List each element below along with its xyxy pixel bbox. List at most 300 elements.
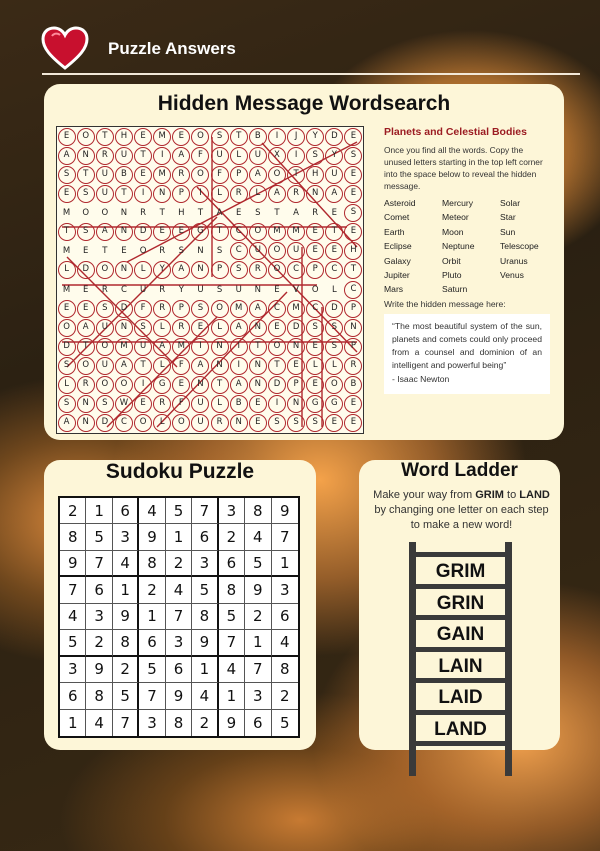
sudoku-cell: 8 — [86, 683, 112, 709]
sudoku-cell: 8 — [60, 524, 86, 550]
sudoku-cell: 2 — [166, 551, 192, 577]
grid-letter: M — [153, 128, 171, 146]
sudoku-cell: 4 — [60, 604, 86, 630]
grid-letter: L — [306, 357, 324, 375]
grid-letter: T — [77, 166, 95, 184]
grid-letter: D — [134, 223, 152, 241]
word-list-item: Earth — [384, 226, 405, 237]
grid-letter: E — [331, 208, 338, 219]
sudoku-cell: 9 — [192, 630, 218, 656]
grid-letter: E — [153, 223, 171, 241]
grid-letter: C — [230, 242, 248, 260]
grid-letter: T — [344, 261, 362, 279]
grid-letter: P — [172, 185, 190, 203]
grid-letter: T — [211, 376, 229, 394]
ladder-rung — [416, 552, 505, 557]
grid-letter: E — [325, 242, 343, 260]
grid-letter: U — [96, 185, 114, 203]
grid-letter: G — [191, 223, 209, 241]
grid-letter: C — [230, 223, 248, 241]
sudoku-cell: 5 — [219, 604, 245, 630]
grid-letter: E — [249, 414, 267, 432]
grid-letter: N — [197, 246, 204, 257]
ladder-word: GAIN — [436, 624, 485, 645]
grid-letter: R — [77, 376, 95, 394]
grid-letter: E — [134, 395, 152, 413]
sudoku-cell: 1 — [86, 498, 112, 524]
grid-letter: U — [134, 338, 152, 356]
grid-letter: U — [197, 284, 204, 295]
grid-letter: B — [249, 128, 267, 146]
grid-letter: F — [191, 147, 209, 165]
grid-letter: T — [159, 208, 165, 219]
grid-letter: C — [287, 261, 305, 279]
end-word: LAND — [519, 489, 550, 501]
word-list-item: Uranus — [500, 255, 528, 266]
sudoku-cell: 9 — [245, 577, 271, 603]
sudoku-cell: 5 — [113, 683, 139, 709]
grid-letter: U — [115, 147, 133, 165]
grid-letter: S — [306, 414, 324, 432]
grid-letter: U — [287, 242, 305, 260]
grid-letter: T — [58, 223, 76, 241]
grid-letter: N — [287, 338, 305, 356]
ladder-rung — [416, 647, 505, 652]
ladder-rung — [416, 710, 505, 715]
grid-letter: A — [249, 166, 267, 184]
sudoku-grid — [58, 496, 300, 738]
grid-letter: U — [191, 395, 209, 413]
grid-letter: O — [311, 284, 319, 295]
grid-letter: T — [96, 128, 114, 146]
sudoku-cell: 5 — [86, 524, 112, 550]
grid-letter: U — [139, 284, 147, 295]
grid-letter: I — [134, 185, 152, 203]
grid-letter: U — [96, 357, 114, 375]
sudoku-cell: 7 — [219, 630, 245, 656]
grid-letter: N — [153, 185, 171, 203]
sudoku-cell: 3 — [219, 498, 245, 524]
grid-letter: E — [287, 357, 305, 375]
sudoku-cell: 2 — [86, 630, 112, 656]
grid-letter: S — [287, 414, 305, 432]
sudoku-cell: 8 — [219, 577, 245, 603]
grid-letter: T — [115, 185, 133, 203]
grid-letter: D — [115, 300, 133, 318]
grid-letter: D — [268, 376, 286, 394]
grid-letter: S — [216, 246, 223, 257]
sudoku-cell: 1 — [139, 604, 165, 630]
sudoku-cell: 4 — [272, 630, 298, 656]
grid-letter: N — [287, 395, 305, 413]
grid-letter: N — [211, 338, 229, 356]
grid-letter: E — [268, 319, 286, 337]
grid-letter: E — [306, 376, 324, 394]
grid-letter: G — [153, 376, 171, 394]
grid-letter: E — [172, 128, 190, 146]
ladder-rung — [416, 584, 505, 589]
grid-letter: O — [172, 414, 190, 432]
grid-letter: S — [134, 319, 152, 337]
grid-letter: E — [58, 300, 76, 318]
grid-letter: N — [230, 414, 248, 432]
grid-letter: L — [58, 376, 76, 394]
ladder-rung — [416, 741, 505, 746]
grid-letter: O — [96, 338, 114, 356]
grid-letter: D — [77, 261, 95, 279]
grid-letter: N — [211, 357, 229, 375]
write-label: Write the hidden message here: — [384, 298, 506, 309]
grid-letter: R — [287, 185, 305, 203]
grid-letter: A — [58, 147, 76, 165]
word-list-item: Galaxy — [384, 255, 411, 266]
grid-letter: E — [172, 376, 190, 394]
grid-letter: N — [77, 147, 95, 165]
grid-letter: E — [83, 246, 89, 257]
heart-icon — [40, 26, 90, 72]
sudoku-cell: 2 — [139, 577, 165, 603]
grid-letter: J — [287, 128, 305, 146]
grid-letter: A — [216, 208, 223, 219]
grid-letter: L — [134, 261, 152, 279]
sudoku-cell: 8 — [139, 551, 165, 577]
grid-letter: H — [306, 166, 324, 184]
grid-letter: D — [325, 300, 343, 318]
grid-letter: U — [325, 166, 343, 184]
grid-letter: S — [58, 166, 76, 184]
ladder-rail — [409, 542, 416, 776]
grid-letter: A — [293, 208, 299, 219]
word-list-item: Comet — [384, 212, 410, 223]
word-list-item: Telescope — [500, 241, 539, 252]
grid-letter: O — [191, 128, 209, 146]
grid-letter: S — [306, 319, 324, 337]
grid-letter: R — [211, 414, 229, 432]
sudoku-cell: 7 — [113, 710, 139, 736]
grid-letter: E — [344, 223, 362, 241]
grid-letter: D — [325, 128, 343, 146]
ladder-rung — [416, 615, 505, 620]
grid-letter: E — [58, 128, 76, 146]
grid-letter: E — [325, 414, 343, 432]
sudoku-cell: 6 — [219, 551, 245, 577]
sudoku-cell: 9 — [166, 683, 192, 709]
grid-letter: U — [96, 166, 114, 184]
grid-letter: C — [115, 414, 133, 432]
grid-letter: O — [139, 246, 147, 257]
word-list-item: Saturn — [442, 284, 468, 295]
grid-letter: D — [58, 338, 76, 356]
grid-letter: S — [96, 395, 114, 413]
grid-letter: H — [115, 128, 133, 146]
grid-letter: R — [249, 261, 267, 279]
sudoku-cell: 8 — [272, 657, 298, 683]
grid-letter: P — [306, 261, 324, 279]
grid-letter: S — [191, 300, 209, 318]
grid-letter: M — [153, 166, 171, 184]
word-list-item: Meteor — [442, 212, 469, 223]
word-list-item: Neptune — [442, 241, 475, 252]
grid-letter: O — [58, 319, 76, 337]
grid-letter: O — [191, 166, 209, 184]
wordsearch-instructions: Once you find all the words. Copy the unused letters starting in the top left corner into the space below to reveal the hidden message. — [384, 145, 543, 191]
sudoku-cell: 2 — [60, 498, 86, 524]
sudoku-cell: 3 — [113, 524, 139, 550]
grid-letter: O — [96, 376, 114, 394]
sudoku-cell: 5 — [280, 713, 290, 732]
grid-letter: U — [249, 147, 267, 165]
sudoku-cell: 7 — [245, 657, 271, 683]
word-list-item: Asteroid — [384, 198, 416, 208]
grid-letter: O — [115, 376, 133, 394]
word-list-item: Star — [500, 212, 516, 223]
grid-letter: C — [268, 300, 286, 318]
grid-letter: E — [236, 208, 242, 219]
grid-letter: O — [268, 338, 286, 356]
grid-letter: T — [268, 357, 286, 375]
sudoku-cell: 6 — [139, 630, 165, 656]
grid-letter: O — [249, 223, 267, 241]
sudoku-cell: 5 — [192, 577, 218, 603]
word-list-title: Planets and Celestial Bodies — [384, 126, 527, 138]
grid-letter: M — [62, 246, 71, 257]
grid-letter: L — [249, 185, 267, 203]
grid-letter: W — [115, 395, 133, 413]
sudoku-cell: 7 — [192, 498, 218, 524]
sudoku-cell: 7 — [60, 577, 86, 603]
grid-letter: D — [96, 414, 114, 432]
sudoku-cell: 4 — [192, 683, 218, 709]
grid-letter: L — [153, 414, 171, 432]
grid-letter: E — [306, 223, 324, 241]
grid-letter: Y — [178, 284, 184, 295]
grid-letter: T — [325, 223, 343, 241]
grid-letter: M — [172, 338, 190, 356]
grid-letter: L — [153, 357, 171, 375]
grid-letter: L — [153, 319, 171, 337]
grid-letter: S — [58, 395, 76, 413]
grid-letter: C — [344, 281, 362, 299]
sudoku-cell: 5 — [245, 551, 271, 577]
grid-letter: E — [83, 284, 89, 295]
grid-letter: N — [306, 185, 324, 203]
grid-letter: H — [344, 242, 362, 260]
grid-letter: T — [197, 208, 204, 219]
grid-letter: M — [62, 208, 71, 219]
sudoku-cell: 6 — [272, 604, 298, 630]
sudoku-cell: 7 — [86, 551, 112, 577]
grid-letter: A — [77, 319, 95, 337]
word-list-item: Sun — [500, 226, 516, 237]
grid-letter: S — [58, 357, 76, 375]
grid-letter: N — [115, 261, 133, 279]
grid-letter: T — [287, 166, 305, 184]
grid-letter: U — [191, 414, 209, 432]
grid-letter: N — [120, 208, 128, 219]
grid-letter: U — [211, 147, 229, 165]
grid-letter: T — [249, 338, 267, 356]
sudoku-cell: 9 — [139, 524, 165, 550]
sudoku-cell: 4 — [86, 710, 112, 736]
sudoku-cell: 1 — [166, 524, 192, 550]
grid-letter: C — [325, 261, 343, 279]
grid-letter: R — [172, 319, 190, 337]
sudoku-cell: 3 — [86, 604, 112, 630]
grid-letter: L — [211, 185, 229, 203]
sudoku-cell: 6 — [113, 498, 139, 524]
grid-letter: R — [153, 395, 171, 413]
grid-letter: G — [306, 395, 324, 413]
sudoku-cell: 8 — [245, 498, 271, 524]
grid-letter: O — [77, 128, 95, 146]
grid-letter: A — [172, 261, 190, 279]
grid-letter: E — [344, 414, 362, 432]
word-list-item: Mars — [384, 284, 404, 295]
grid-letter: R — [140, 208, 147, 219]
sudoku-cell: 9 — [113, 604, 139, 630]
grid-letter: S — [96, 300, 114, 318]
grid-letter: B — [115, 166, 133, 184]
grid-letter: E — [344, 395, 362, 413]
sudoku-title: Sudoku Puzzle — [105, 460, 255, 483]
grid-letter: E — [344, 185, 362, 203]
grid-letter: I — [134, 376, 152, 394]
sudoku-cell: 9 — [272, 498, 298, 524]
instruction-text: Make your way from — [373, 489, 476, 501]
sudoku-cell: 6 — [192, 524, 218, 550]
sudoku-cell: 2 — [219, 524, 245, 550]
grid-letter: N — [115, 223, 133, 241]
sudoku-cell: 1 — [272, 551, 298, 577]
sudoku-cell: 6 — [86, 577, 112, 603]
grid-letter: R — [101, 284, 108, 295]
grid-letter: A — [58, 414, 76, 432]
grid-letter: S — [325, 319, 343, 337]
grid-letter: S — [325, 338, 343, 356]
grid-letter: U — [235, 284, 242, 295]
grid-letter: N — [344, 319, 362, 337]
sudoku-cell: 2 — [113, 657, 139, 683]
sudoku-cell: 5 — [166, 498, 192, 524]
grid-letter: E — [172, 223, 190, 241]
sudoku-cell: 3 — [192, 551, 218, 577]
sudoku-cell: 5 — [60, 630, 86, 656]
grid-letter: P — [344, 338, 362, 356]
word-list — [384, 196, 552, 297]
sudoku-cell: 3 — [60, 657, 86, 683]
grid-letter: S — [268, 414, 286, 432]
grid-letter: S — [306, 147, 324, 165]
grid-letter: R — [312, 208, 319, 219]
sudoku-cell: 9 — [60, 551, 86, 577]
wordsearch-title: Hidden Message Wordsearch — [157, 92, 451, 115]
word-list-item: Jupiter — [384, 270, 410, 281]
grid-letter: E — [58, 185, 76, 203]
grid-letter: M — [62, 284, 71, 295]
sudoku-cell: 1 — [192, 657, 218, 683]
sudoku-cell: 5 — [139, 657, 165, 683]
word-ladder-title: Word Ladder — [401, 460, 518, 481]
ladder-word: GRIM — [435, 561, 486, 582]
sudoku-cell: 4 — [219, 657, 245, 683]
sudoku-cell: 1 — [245, 630, 271, 656]
sudoku-cell: 3 — [245, 683, 271, 709]
grid-letter: R — [159, 284, 166, 295]
sudoku-cell: 1 — [219, 683, 245, 709]
word-list-item: Moon — [442, 226, 464, 237]
grid-letter: N — [77, 395, 95, 413]
sudoku-cell: 6 — [60, 683, 86, 709]
grid-letter: I — [230, 357, 248, 375]
grid-letter: S — [230, 261, 248, 279]
grid-letter: O — [101, 208, 109, 219]
sudoku-cell: 7 — [139, 683, 165, 709]
grid-letter: D — [287, 319, 305, 337]
grid-letter: A — [325, 185, 343, 203]
grid-letter: P — [344, 300, 362, 318]
sudoku-cell: 4 — [166, 577, 192, 603]
grid-letter: I — [191, 338, 209, 356]
grid-letter: I — [153, 147, 171, 165]
grid-letter: R — [344, 357, 362, 375]
grid-letter: O — [134, 414, 152, 432]
grid-letter: S — [344, 204, 362, 222]
sudoku-cell: 1 — [113, 577, 139, 603]
grid-letter: M — [287, 300, 305, 318]
ladder-word: LAND — [434, 718, 487, 740]
grid-letter: L — [211, 319, 229, 337]
grid-letter: E — [121, 246, 127, 257]
grid-letter: Y — [325, 147, 343, 165]
grid-letter: R — [230, 185, 248, 203]
grid-letter: R — [153, 300, 171, 318]
grid-letter: I — [268, 395, 286, 413]
sudoku-cell: 8 — [113, 630, 139, 656]
ladder-word: LAID — [438, 687, 483, 708]
grid-letter: C — [306, 300, 324, 318]
grid-letter: T — [230, 128, 248, 146]
grid-letter: F — [211, 166, 229, 184]
grid-letter: R — [96, 147, 114, 165]
sudoku-cell: 3 — [272, 577, 298, 603]
grid-letter: M — [115, 338, 133, 356]
grid-letter: S — [255, 208, 261, 219]
ladder-rung — [416, 678, 505, 683]
grid-letter: C — [121, 284, 127, 295]
grid-letter: M — [230, 300, 248, 318]
grid-letter: E — [274, 284, 280, 295]
grid-letter: A — [172, 147, 190, 165]
sudoku-cell: 4 — [113, 551, 139, 577]
grid-letter: L — [331, 284, 337, 295]
grid-letter: M — [268, 223, 286, 241]
grid-letter: L — [58, 261, 76, 279]
grid-letter: T — [102, 246, 108, 257]
ladder-rail — [505, 542, 512, 776]
grid-letter: L — [325, 357, 343, 375]
wordsearch-panel — [44, 84, 564, 440]
grid-letter: L — [211, 395, 229, 413]
grid-letter: Y — [306, 128, 324, 146]
hidden-message-box — [384, 314, 550, 394]
word-list-item: Eclipse — [384, 241, 412, 252]
header-title: Puzzle Answers — [108, 39, 236, 58]
grid-letter: T — [211, 223, 229, 241]
grid-letter: I — [268, 128, 286, 146]
grid-letter: N — [249, 376, 267, 394]
ladder — [409, 542, 512, 776]
grid-letter: I — [287, 147, 305, 165]
